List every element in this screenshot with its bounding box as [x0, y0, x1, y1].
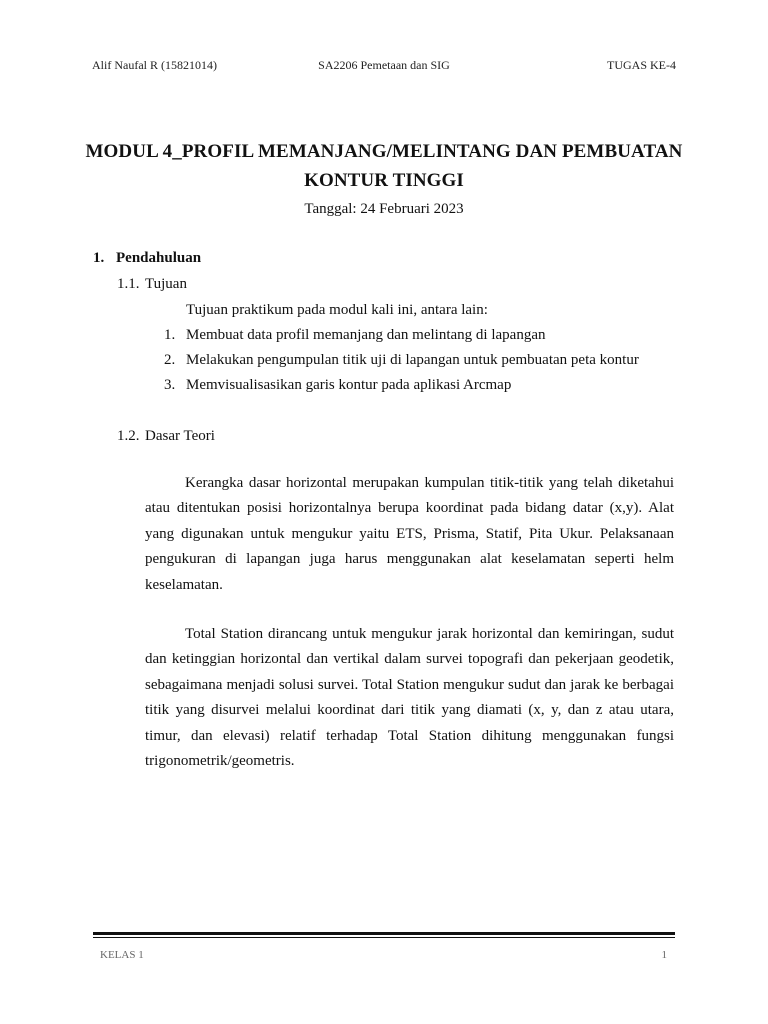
objective-number: 1.	[164, 327, 176, 343]
header-course: SA2206 Pemetaan dan SIG	[318, 58, 450, 72]
subsection-1-1-number: 1.1.	[117, 276, 140, 292]
section-1-number: 1.	[93, 250, 105, 266]
document-title-line-2: KONTUR TINGGI	[304, 170, 464, 191]
objectives-intro: Tujuan praktikum pada modul kali ini, antara lain:	[186, 302, 488, 318]
header-assignment: TUGAS KE-4	[607, 58, 676, 72]
header-author: Alif Naufal R (15821014)	[92, 58, 217, 72]
subsection-1-2-number: 1.2.	[117, 428, 140, 444]
footer-rule-thick	[93, 932, 675, 935]
subsection-1-2-heading: Dasar Teori	[145, 428, 215, 444]
footer-page-number: 1	[661, 949, 667, 961]
theory-paragraph-2: Total Station dirancang untuk mengukur jarak horizontal dan kemiringan, sudut dan ketinggian horizontal dan vertikal dalam survei topografi dan pekerjaan geodetik, sebagaimana menjadi solusi survei. Total Station mengukur sudut dan jarak ke berbagai titik yang disurvei melalui koordinat dari titik yang diamati (x, y, dan z atau utara, timur, dan elevasi) relatif terhadap Total Station dihitung menggunakan fungsi trigonometrik/geometris.	[145, 626, 674, 770]
objective-text: Membuat data profil memanjang dan melintang di lapangan	[186, 327, 546, 343]
document-title-line-1: MODUL 4_PROFIL MEMANJANG/MELINTANG DAN PEMBUATAN	[85, 141, 683, 162]
objective-text: Melakukan pengumpulan titik uji di lapangan untuk pembuatan peta kontur	[186, 352, 639, 368]
document-date: Tanggal: 24 Februari 2023	[304, 201, 464, 217]
footer-class-label: KELAS 1	[100, 949, 144, 961]
objective-number: 2.	[164, 352, 176, 368]
objective-text: Memvisualisasikan garis kontur pada aplikasi Arcmap	[186, 377, 512, 393]
theory-paragraph-1: Kerangka dasar horizontal merupakan kumpulan titik-titik yang telah diketahui atau ditentukan posisi horizontalnya berupa koordinat pada bidang datar (x,y). Alat yang digunakan untuk mengukur yaitu ETS, Prisma, Statif, Pita Ukur. Pelaksanaan pengukuran di lapangan juga harus menggunakan alat keselamatan seperti helm keselamatan.	[145, 475, 674, 593]
subsection-1-1-heading: Tujuan	[145, 276, 187, 292]
footer-rule-thin	[93, 937, 675, 938]
section-1-heading: Pendahuluan	[116, 250, 202, 266]
objective-number: 3.	[164, 377, 176, 393]
